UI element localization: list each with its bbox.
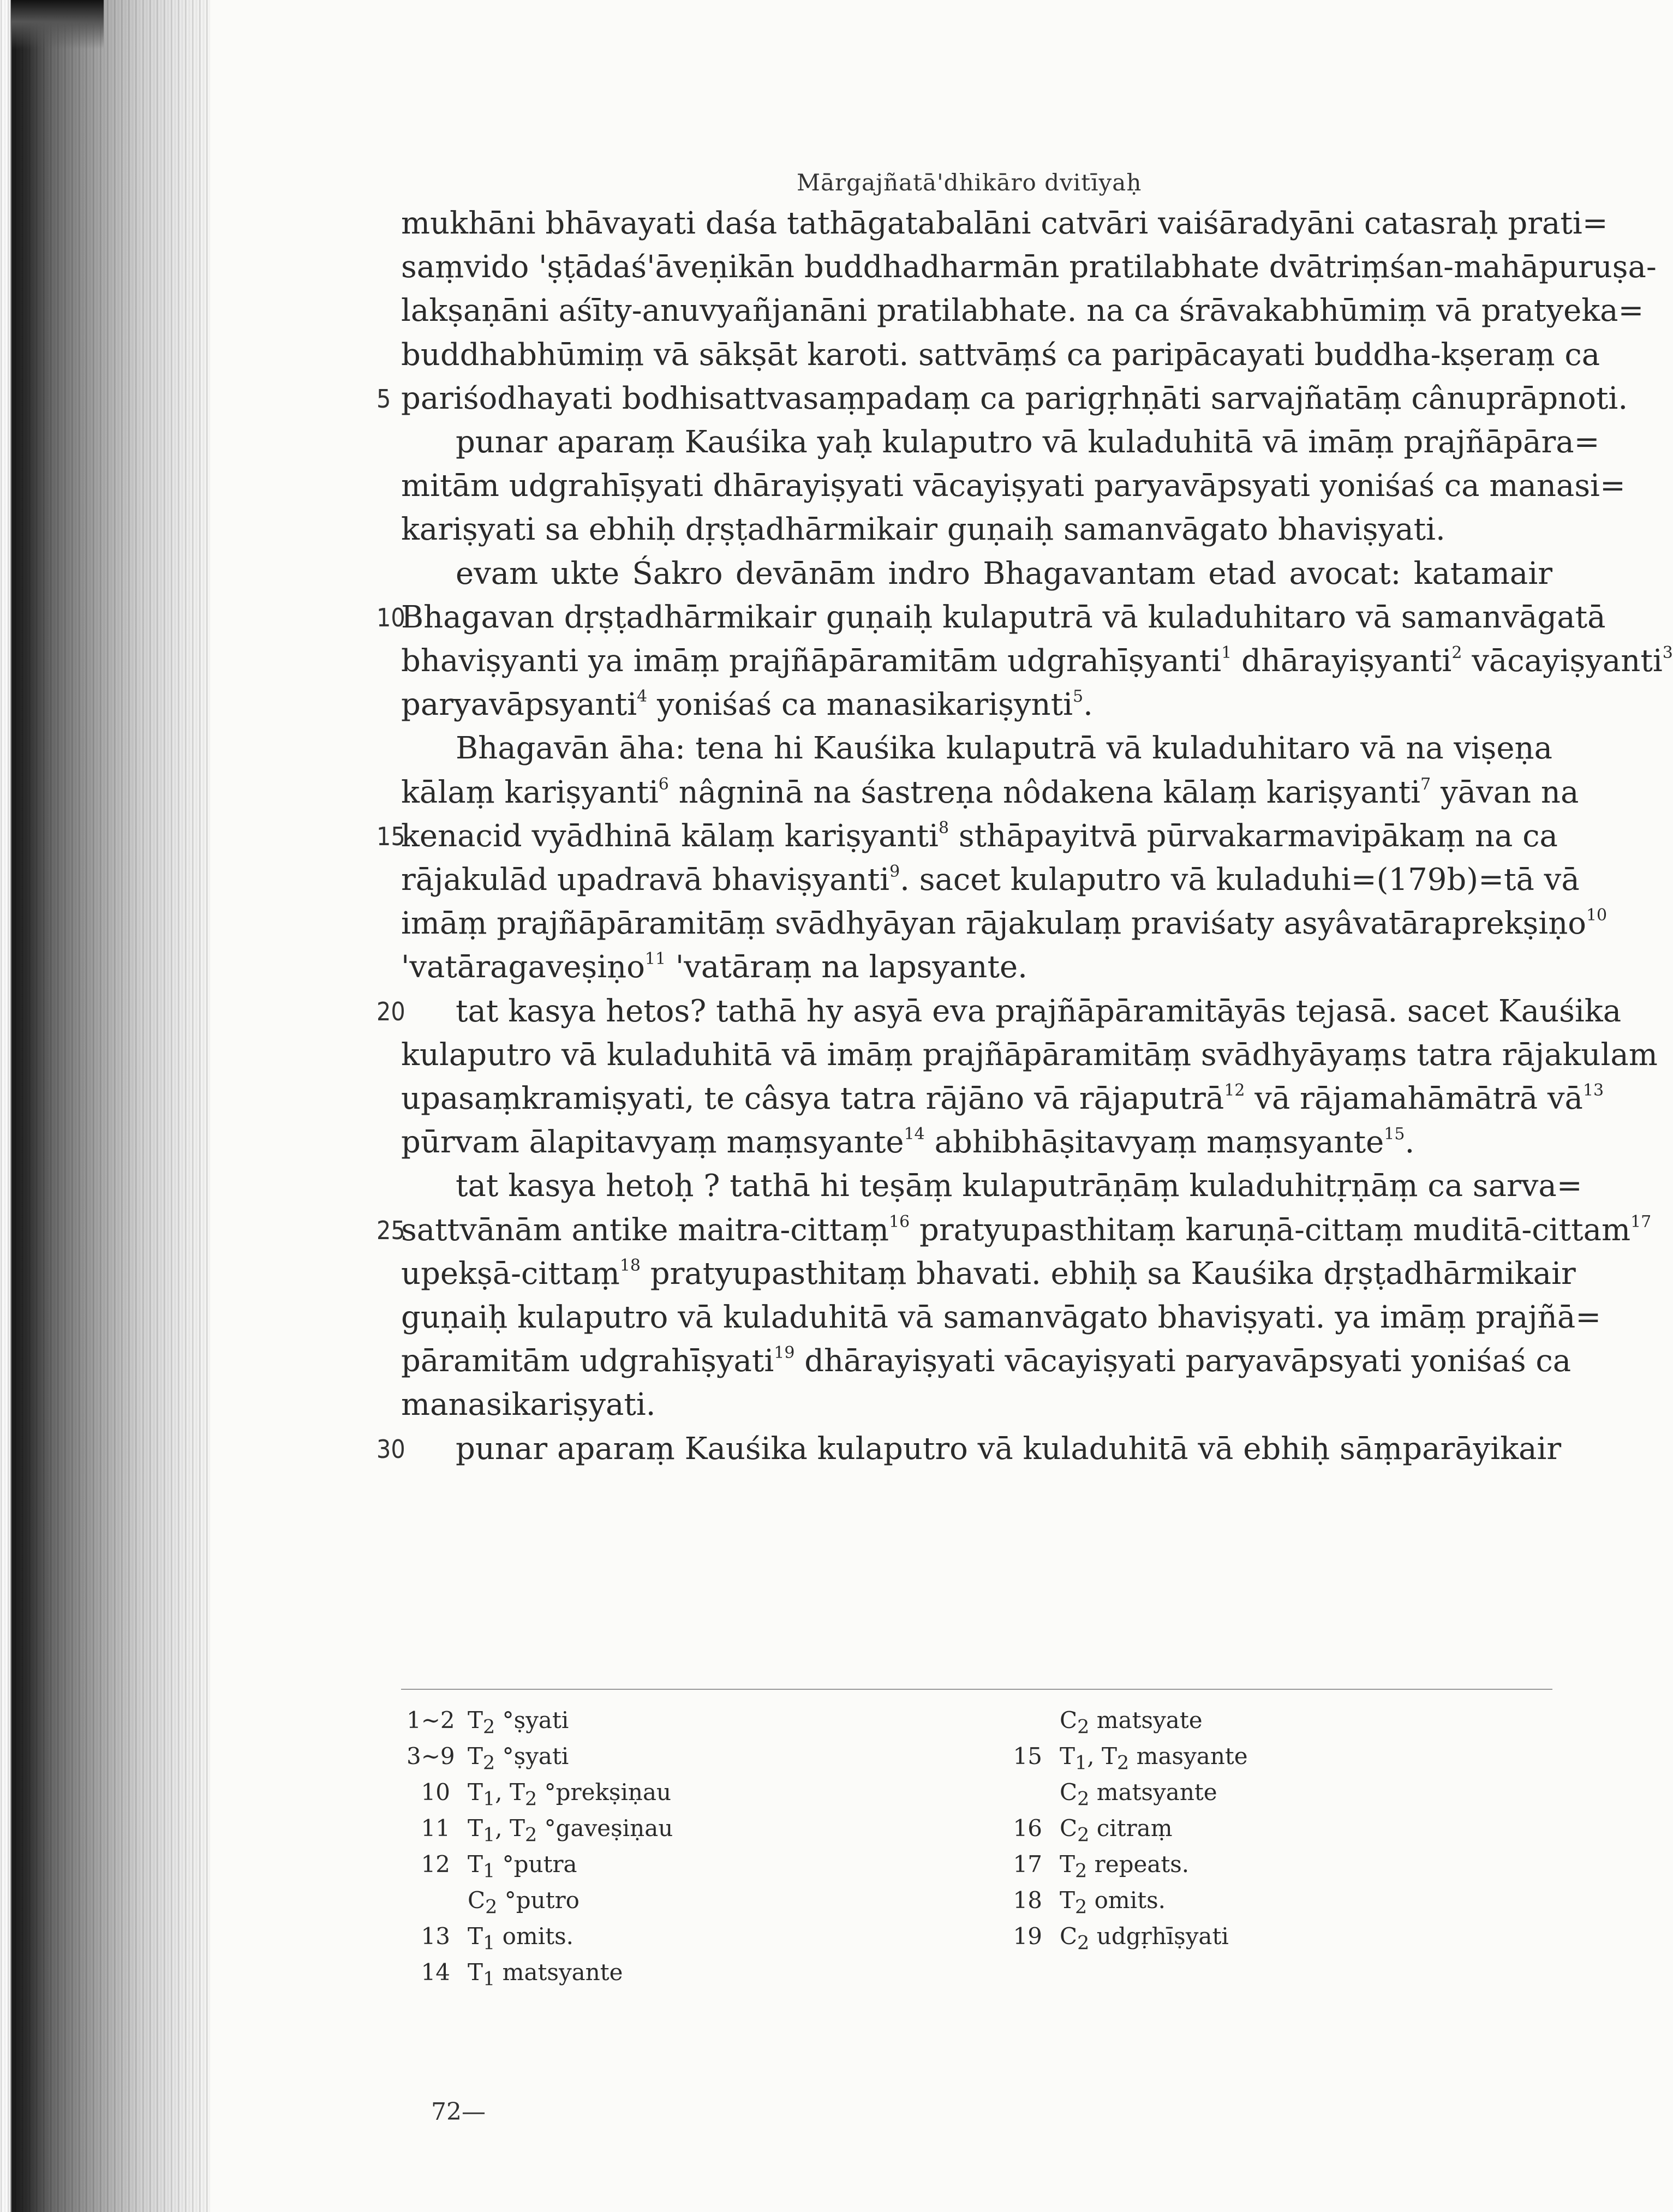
footnote-text: $T_2$ °ṣyati [468,1707,569,1738]
text-line: pāramitām udgrahīṣyati$^{19}$ dhārayiṣyati vācayiṣyati paryavāpsyati yoniśaś ca [401,1343,1572,1379]
footnote-number: 14 [421,1959,450,1986]
text-line: kenacid vyādhinā kālaṃ kariṣyanti$^8$ sthāpayitvā pūrvakarmavipākaṃ na ca [401,818,1558,854]
footnote-text: $T_1$ °putra [468,1851,577,1882]
footnote-text: $T_2$ °ṣyati [468,1743,569,1774]
text-line: mukhāni bhāvayati daśa tathāgatabalāni catvāri vaiśāradyāni catasraḥ prati= [401,206,1608,241]
footnote-text: $T_1$, $T_2$ °prekṣiṇau [468,1779,672,1810]
footnote [407,1810,673,1846]
text-line: tat kasya hetos? tathā hy asyā eva prajñāpāramitāyās tejasā. sacet Kauśika [456,994,1622,1029]
footnote-text: $T_1$, $T_2$ °gaveṣiṇau [468,1815,673,1846]
footnote-text: $C_2$ °putro [468,1887,579,1918]
footnote-text: $C_2$ matsyate [1060,1707,1203,1738]
text-line: tat kasya hetoḥ ? tathā hi teṣāṃ kulaputrāṇāṃ kuladuhitṛṇāṃ ca sarva= [456,1168,1582,1204]
footnote-number: 10 [421,1779,450,1806]
footnote-number: 15 [1013,1743,1042,1769]
footnote-number: 16 [1013,1815,1042,1842]
footnote-number: 1~2 [407,1707,455,1733]
footnote-rule [401,1689,1552,1690]
footnote [407,1846,577,1882]
footnote-number: 13 [421,1923,450,1950]
text-line: punar aparaṃ Kauśika kulaputro vā kuladuhitā vā ebhiḥ sāṃparāyikair [456,1431,1562,1467]
line-number: 25 [377,1216,405,1245]
text-line: punar aparaṃ Kauśika yaḥ kulaputro vā kuladuhitā vā imāṃ prajñāpāra= [456,425,1600,460]
footnote-text: $T_2$ repeats. [1060,1851,1190,1882]
footnote-number: 12 [421,1851,450,1878]
text-line: pariśodhayati bodhisattvasaṃpadaṃ ca parigṛhṇāti sarvajñatāṃ cânuprāpnoti. [401,381,1628,416]
footnote-text: $C_2$ citraṃ [1060,1815,1173,1846]
text-line: imāṃ prajñāpāramitāṃ svādhyāyan rājakulaṃ praviśaty asyâvatāraprekṣiṇo$^{10}$ [401,906,1608,941]
footnote [407,1702,569,1738]
footnote [999,1774,1217,1810]
footnote-number: 19 [1013,1923,1042,1950]
text-line: rājakulād upadravā bhaviṣyanti$^9$. sacet kulaputro vā kuladuhi=(179b)=tā vā [401,862,1580,898]
footnote [407,1774,671,1810]
line-number: 30 [377,1434,405,1464]
text-line: Bhagavan dṛṣṭadhārmikair guṇaiḥ kulaputrā vā kuladuhitaro vā samanvāgatā [401,600,1606,635]
footnote-text: $T_2$ omits. [1060,1887,1166,1918]
footnote [999,1918,1229,1954]
text-line: upekṣā-cittaṃ$^{18}$ pratyupasthitaṃ bhavati. ebhiḥ sa Kauśika dṛṣṭadhārmikair [401,1256,1576,1292]
text-line: kulaputro vā kuladuhitā vā imāṃ prajñāpāramitāṃ svādhyāyaṃs tatra rājakulam [401,1037,1658,1073]
footnote-text: $T_1$ omits. [468,1923,573,1954]
line-number: 5 [377,384,391,414]
text-line: kālaṃ kariṣyanti$^6$ nâgninā na śastreṇa nôdakena kālaṃ kariṣyanti$^7$ yāvan na [401,775,1579,810]
footnote [999,1810,1173,1846]
text-line: mitām udgrahīṣyati dhārayiṣyati vācayiṣyati paryavāpsyati yoniśaś ca manasi= [401,468,1626,504]
footnote [407,1954,623,1990]
text-line: sattvānām antike maitra-cittaṃ$^{16}$ pratyupasthitaṃ karuṇā-cittaṃ muditā-cittam$^{17}$ [401,1212,1652,1248]
footnote-number: 3~9 [407,1743,455,1769]
footnote [407,1918,573,1954]
footnote-number: 11 [421,1815,450,1842]
footnote [407,1882,579,1918]
text-line: manasikariṣyati. [401,1387,656,1422]
text-line: kariṣyati sa ebhiḥ dṛṣṭadhārmikair guṇaiḥ samanvāgato bhaviṣyati. [401,512,1445,547]
footnote-number: 18 [1013,1887,1042,1914]
running-header: Mārgajñatā'dhikāro dvitīyaḥ [797,169,1142,196]
text-line: buddhabhūmiṃ vā sākṣāt karoti. sattvāṃś ca paripācayati buddha-kṣeraṃ ca [401,337,1600,373]
footnote-text: $C_2$ udgṛhīṣyati [1060,1923,1229,1954]
line-number: 10 [377,603,405,632]
text-line: upasaṃkramiṣyati, te câsya tatra rājāno vā rājaputrā$^{12}$ vā rājamahāmātrā $vā^{13}$ [401,1081,1604,1116]
line-number: 15 [377,822,405,851]
footnote-text: $T_1$ matsyante [468,1959,623,1990]
footnote [999,1846,1189,1882]
text-line: bhaviṣyanti ya imāṃ prajñāpāramitām udgrahīṣyanti$^1$ dhārayiṣyanti$^2$ vācayiṣyanti$^3$ [401,643,1673,679]
footnote-text: $T_1$, $T_2$ masyante [1060,1743,1248,1774]
text-line: paryavāpsyanti$^4$ yoniśaś ca manasikariṣynti$^5$. [401,687,1093,722]
footnote [999,1882,1166,1918]
footnote-number: 17 [1013,1851,1042,1878]
footnote-text: $C_2$ matsyante [1060,1779,1217,1810]
footnote [999,1702,1203,1738]
text-line: 'vatāragaveṣiṇo$^{11}$ 'vatāraṃ na lapsyante. [401,949,1027,985]
footnote [407,1738,569,1774]
text-line: evam ukte Śakro devānām indro Bhagavantam etad avocat: katamair [456,556,1552,591]
text-line: pūrvam ālapitavyaṃ maṃsyante$^{14}$ abhibhāṣitavyaṃ maṃsyante$^{15}$. [401,1125,1415,1160]
text-line: guṇaiḥ kulaputro vā kuladuhitā vā samanvāgato bhaviṣyati. ya imāṃ prajñā= [401,1300,1602,1335]
text-line: saṃvido 'ṣṭādaś'āveṇikān buddhadharmān pratilabhate dvātriṃśan-mahāpuruṣa- [401,249,1657,285]
footnote [999,1738,1248,1774]
line-number: 20 [377,997,405,1026]
page-number: 72— [431,2098,486,2126]
text-line: Bhagavān āha: tena hi Kauśika kulaputrā vā kuladuhitaro vā na viṣeṇa [456,731,1552,766]
text-line: lakṣaṇāni aśīty-anuvyañjanāni pratilabhate. na ca śrāvakabhūmiṃ vā pratyeka= [401,293,1644,328]
